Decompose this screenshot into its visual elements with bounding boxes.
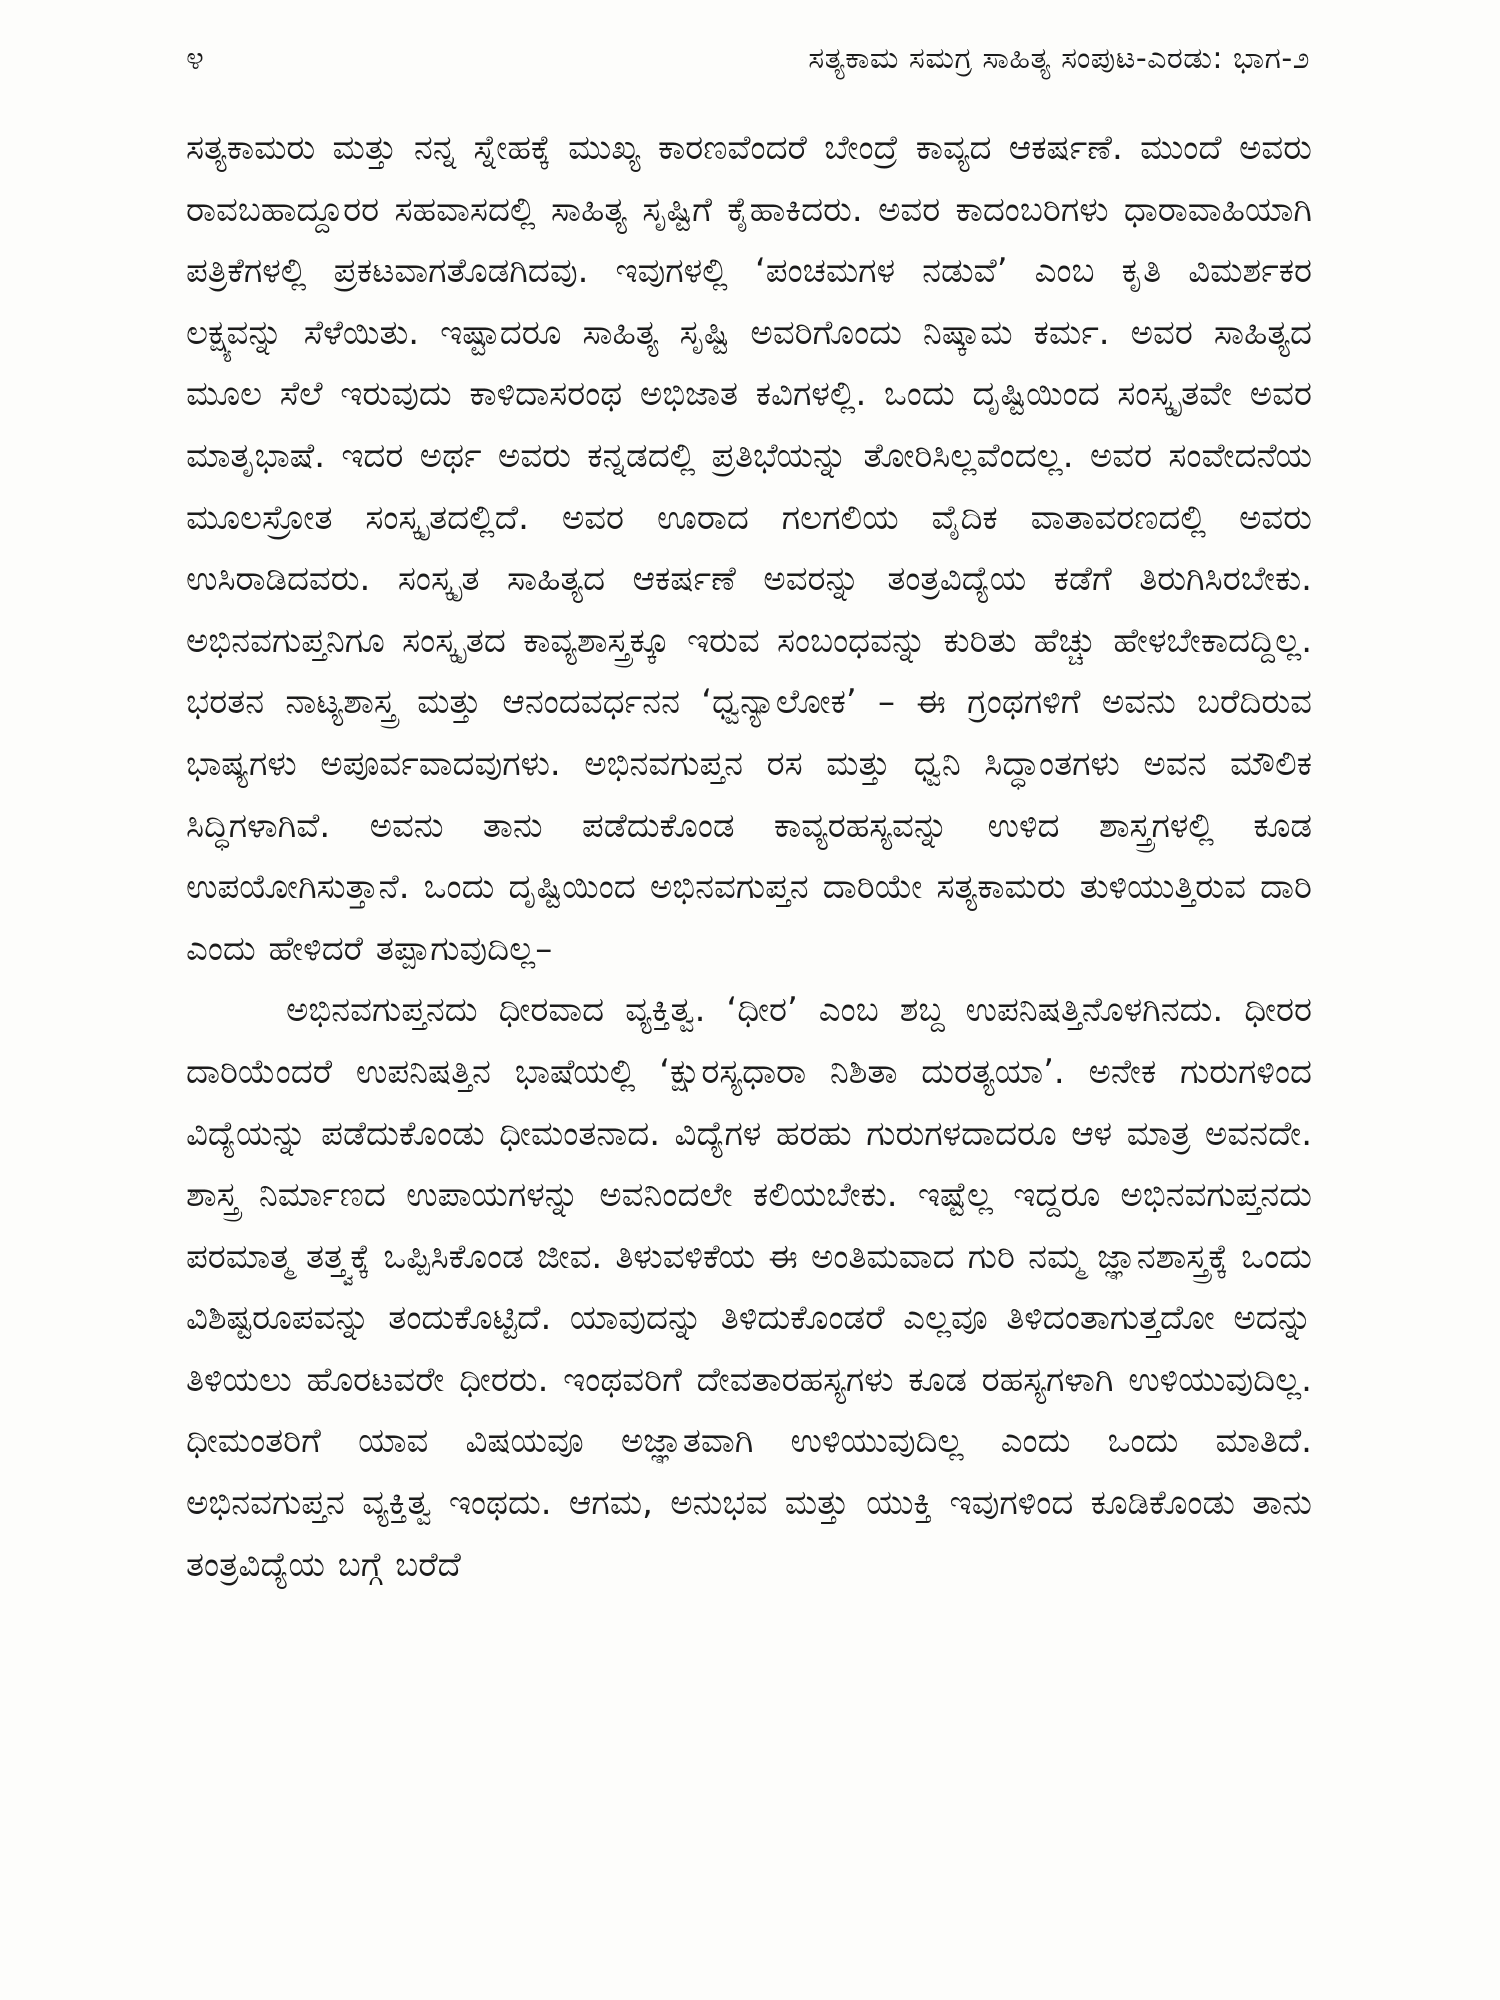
running-title: ಸತ್ಯಕಾಮ ಸಮಗ್ರ ಸಾಹಿತ್ಯ ಸಂಪುಟ-ಎರಡು: ಭಾಗ-೨ <box>808 40 1310 76</box>
paragraph: ಸತ್ಯಕಾಮರು ಮತ್ತು ನನ್ನ ಸ್ನೇಹಕ್ಕೆ ಮುಖ್ಯ ಕಾರಣವೆಂದರೆ ಬೇಂದ್ರೆ ಕಾವ್ಯದ ಆಕರ್ಷಣೆ. ಮುಂದೆ ಅವರು ರಾವಬಹಾದ್ದೂರರ ಸಹವಾಸದಲ್ಲಿ ಸಾಹಿತ್ಯ ಸೃಷ್ಟಿಗೆ ಕೈಹಾಕಿದರು. ಅವರ ಕಾದಂಬರಿಗಳು ಧಾರಾವಾಹಿಯಾಗಿ ಪತ್ರಿಕೆಗಳಲ್ಲಿ ಪ್ರಕಟವಾಗತೊಡಗಿದವು. ಇವುಗಳಲ್ಲಿ ‘ಪಂಚಮಗಳ ನಡುವೆ’ ಎಂಬ ಕೃತಿ ವಿಮರ್ಶಕರ ಲಕ್ಷ್ಯವನ್ನು ಸೆಳೆಯಿತು. ಇಷ್ಟಾದರೂ ಸಾಹಿತ್ಯ ಸೃಷ್ಟಿ ಅವರಿಗೊಂದು ನಿಷ್ಕಾಮ ಕರ್ಮ. ಅವರ ಸಾಹಿತ್ಯದ ಮೂಲ ಸೆಲೆ ಇರುವುದು ಕಾಳಿದಾಸರಂಥ ಅಭಿಜಾತ ಕವಿಗಳಲ್ಲಿ. ಒಂದು ದೃಷ್ಟಿಯಿಂದ ಸಂಸ್ಕೃತವೇ ಅವರ ಮಾತೃಭಾಷೆ. ಇದರ ಅರ್ಥ ಅವರು ಕನ್ನಡದಲ್ಲಿ ಪ್ರತಿಭೆಯನ್ನು ತೋರಿಸಿಲ್ಲವೆಂದಲ್ಲ. ಅವರ ಸಂವೇದನೆಯ ಮೂಲಸ್ರೋತ ಸಂಸ್ಕೃತದಲ್ಲಿದೆ. ಅವರ ಊರಾದ ಗಲಗಲಿಯ ವೈದಿಕ ವಾತಾವರಣದಲ್ಲಿ ಅವರು ಉಸಿರಾಡಿದವರು. ಸಂಸ್ಕೃತ ಸಾಹಿತ್ಯದ ಆಕರ್ಷಣೆ ಅವರನ್ನು ತಂತ್ರವಿದ್ಯೆಯ ಕಡೆಗೆ ತಿರುಗಿಸಿರಬೇಕು. ಅಭಿನವಗುಪ್ತನಿಗೂ ಸಂಸ್ಕೃತದ ಕಾವ್ಯಶಾಸ್ತ್ರಕ್ಕೂ ಇರುವ ಸಂಬಂಧವನ್ನು ಕುರಿತು ಹೆಚ್ಚು ಹೇಳಬೇಕಾದದ್ದಿಲ್ಲ. ಭರತನ ನಾಟ್ಯಶಾಸ್ತ್ರ ಮತ್ತು ಆನಂದವರ್ಧನನ ‘ಧ್ವನ್ಯಾಲೋಕ’ – ಈ ಗ್ರಂಥಗಳಿಗೆ ಅವನು ಬರೆದಿರುವ ಭಾಷ್ಯಗಳು ಅಪೂರ್ವವಾದವುಗಳು. ಅಭಿನವಗುಪ್ತನ ರಸ ಮತ್ತು ಧ್ವನಿ ಸಿದ್ಧಾಂತಗಳು ಅವನ ಮೌಲಿಕ ಸಿದ್ಧಿಗಳಾಗಿವೆ. ಅವನು ತಾನು ಪಡೆದುಕೊಂಡ ಕಾವ್ಯರಹಸ್ಯವನ್ನು ಉಳಿದ ಶಾಸ್ತ್ರಗಳಲ್ಲಿ ಕೂಡ ಉಪಯೋಗಿಸುತ್ತಾನೆ. ಒಂದು ದೃಷ್ಟಿಯಿಂದ ಅಭಿನವಗುಪ್ತನ ದಾರಿಯೇ ಸತ್ಯಕಾಮರು ತುಳಿಯುತ್ತಿರುವ ದಾರಿ ಎಂದು ಹೇಳಿದರೆ ತಪ್ಪಾಗುವುದಿಲ್ಲ– <box>186 128 1312 969</box>
running-header <box>186 30 1310 86</box>
page-number: ೪ <box>186 38 205 77</box>
body-text <box>186 118 1312 1596</box>
paragraph: ಅಭಿನವಗುಪ್ತನದು ಧೀರವಾದ ವ್ಯಕ್ತಿತ್ವ. ‘ಧೀರ’ ಎಂಬ ಶಬ್ದ ಉಪನಿಷತ್ತಿನೊಳಗಿನದು. ಧೀರರ ದಾರಿಯೆಂದರೆ ಉಪನಿಷತ್ತಿನ ಭಾಷೆಯಲ್ಲಿ ‘ಕ್ಷುರಸ್ಯಧಾರಾ ನಿಶಿತಾ ದುರತ್ಯಯಾ’. ಅನೇಕ ಗುರುಗಳಿಂದ ವಿದ್ಯೆಯನ್ನು ಪಡೆದುಕೊಂಡು ಧೀಮಂತನಾದ. ವಿದ್ಯೆಗಳ ಹರಹು ಗುರುಗಳದಾದರೂ ಆಳ ಮಾತ್ರ ಅವನದೇ. ಶಾಸ್ತ್ರ ನಿರ್ಮಾಣದ ಉಪಾಯಗಳನ್ನು ಅವನಿಂದಲೇ ಕಲಿಯಬೇಕು. ಇಷ್ಟೆಲ್ಲ ಇದ್ದರೂ ಅಭಿನವಗುಪ್ತನದು ಪರಮಾತ್ಮ ತತ್ತ್ವಕ್ಕೆ ಒಪ್ಪಿಸಿಕೊಂಡ ಜೀವ. ತಿಳುವಳಿಕೆಯ ಈ ಅಂತಿಮವಾದ ಗುರಿ ನಮ್ಮ ಜ್ಞಾನಶಾಸ್ತ್ರಕ್ಕೆ ಒಂದು ವಿಶಿಷ್ಟರೂಪವನ್ನು ತಂದುಕೊಟ್ಟಿದೆ. ಯಾವುದನ್ನು ತಿಳಿದುಕೊಂಡರೆ ಎಲ್ಲವೂ ತಿಳಿದಂತಾಗುತ್ತದೋ ಅದನ್ನು ತಿಳಿಯಲು ಹೊರಟವರೇ ಧೀರರು. ಇಂಥವರಿಗೆ ದೇವತಾರಹಸ್ಯಗಳು ಕೂಡ ರಹಸ್ಯಗಳಾಗಿ ಉಳಿಯುವುದಿಲ್ಲ. ಧೀಮಂತರಿಗೆ ಯಾವ ವಿಷಯವೂ ಅಜ್ಞಾತವಾಗಿ ಉಳಿಯುವುದಿಲ್ಲ ಎಂದು ಒಂದು ಮಾತಿದೆ. ಅಭಿನವಗುಪ್ತನ ವ್ಯಕ್ತಿತ್ವ ಇಂಥದು. ಆಗಮ, ಅನುಭವ ಮತ್ತು ಯುಕ್ತಿ ಇವುಗಳಿಂದ ಕೂಡಿಕೊಂಡು ತಾನು ತಂತ್ರವಿದ್ಯೆಯ ಬಗ್ಗೆ ಬರೆದೆ <box>186 990 1312 1585</box>
